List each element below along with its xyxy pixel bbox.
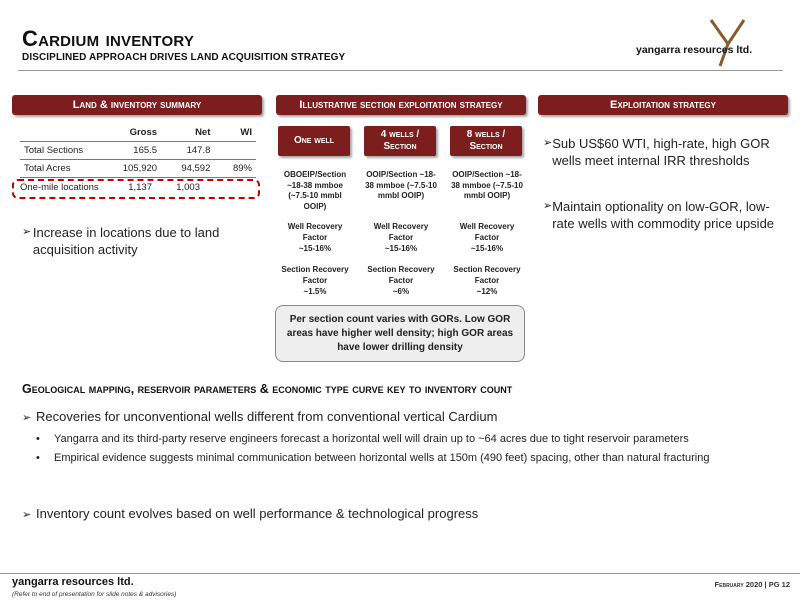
right-bullet xyxy=(543,135,788,169)
sub-bullet-text: Empirical evidence suggests minimal communication between horizontal wells at 150m (490 feet) spacing, other than natural fracturing xyxy=(54,452,710,464)
col-eight-wells-rf: ~15-16% xyxy=(470,244,504,253)
left-bullet-text: Increase in locations due to land acquisition activity xyxy=(32,225,220,257)
row-label: One-mile locations xyxy=(20,182,99,193)
table-row xyxy=(20,160,256,178)
table-row xyxy=(20,142,256,160)
gor-callout-box xyxy=(275,305,525,362)
one-mile-locations-row xyxy=(20,182,260,193)
logo-wordmark: yangarra resources ltd. xyxy=(636,44,753,56)
row-net: 94,592 xyxy=(161,160,214,178)
arrow-bullet-icon: ➢ xyxy=(543,137,553,149)
col-eight-wells-resource: OOIP/Section ~18-38 mmboe (~7.5-10 mmbl OOIP) xyxy=(451,170,523,200)
inventory-table xyxy=(20,124,260,178)
col-one-well-section-rf-label: Section Recovery Factor xyxy=(281,265,349,285)
col-one-well-rf: ~15-16% xyxy=(298,244,332,253)
company-logo xyxy=(636,18,786,68)
section-strategy-header: Illustrative section exploitation strategy xyxy=(276,95,526,115)
sub-bullet xyxy=(36,432,776,447)
col-four-wells-rf: ~15-16% xyxy=(384,244,418,253)
footer-date: February 2020 xyxy=(714,580,763,589)
col-four-wells-section-rf: ~6% xyxy=(392,287,410,296)
arrow-bullet-icon: ➢ xyxy=(22,412,32,424)
sub-bullet xyxy=(36,451,776,466)
right-bullet-text: Sub US$60 WTI, high-rate, high GOR wells meet internal IRR thresholds xyxy=(552,136,770,168)
col-one-well-resource: OBOEIP/Section ~18-38 mmboe (~7.5-10 mmbl OOIP) xyxy=(283,170,347,211)
logo-y-mark-icon xyxy=(636,18,786,68)
row-wi: 89% xyxy=(214,160,256,178)
col-four-wells-rf-label: Well Recovery Factor xyxy=(373,222,429,242)
right-bullet-text: Maintain optionality on low-GOR, low-rate wells with commodity price upside xyxy=(552,199,775,231)
row-gross: 105,920 xyxy=(98,160,161,178)
arrow-bullet-icon: ➢ xyxy=(22,509,32,521)
sub-bullet-text: Yangarra and its third-party reserve engineers forecast a horizontal well will drain up to ~64 acres due to tight reservoir parameters xyxy=(54,433,689,445)
page-title: Cardium inventory xyxy=(22,26,195,51)
row-net: 1,003 xyxy=(176,182,200,193)
col-header-gross: Gross xyxy=(98,124,161,142)
geology-heading: Geological mapping, reservoir parameters & economic type curve key to inventory count xyxy=(22,382,513,396)
col-four-wells-resource: OOIP/Section ~18-38 mmboe (~7.5-10 mmbl OOIP) xyxy=(365,170,437,200)
title-divider xyxy=(18,70,783,71)
exploitation-strategy-header: Exploitation strategy xyxy=(538,95,788,115)
col-eight-wells-section-rf: ~12% xyxy=(476,287,498,296)
right-bullet xyxy=(543,198,788,232)
col-one-well-section-rf: ~1.5% xyxy=(303,287,327,296)
footer-note: (Refer to end of presentation for slide notes & advisories) xyxy=(12,591,177,598)
bottom-bullet xyxy=(22,505,782,524)
footer-logo: yangarra resources ltd. xyxy=(12,576,134,588)
col-title-eight-wells: 8 wells / Section xyxy=(450,126,522,156)
land-inventory-header: Land & inventory summary xyxy=(12,95,262,115)
gor-callout-text: Per section count varies with GORs. Low GOR areas have higher well density; high GOR areas have lower drilling density xyxy=(286,313,514,353)
row-gross: 165.5 xyxy=(98,142,161,160)
row-gross: 1,137 xyxy=(128,182,152,193)
left-bullet xyxy=(22,224,262,258)
bottom-bullet-text: Recoveries for unconventional wells different from conventional vertical Cardium xyxy=(36,409,498,424)
row-label: Total Acres xyxy=(20,160,98,178)
col-eight-wells-section-rf-label: Section Recovery Factor xyxy=(453,265,521,285)
col-title-four-wells: 4 wells / Section xyxy=(364,126,436,156)
dot-bullet-icon: • xyxy=(36,452,40,464)
row-net: 147.8 xyxy=(161,142,214,160)
col-title-one-well: One well xyxy=(278,126,350,156)
col-header-wi: WI xyxy=(214,124,256,142)
footer-page-info xyxy=(715,580,790,589)
page-subtitle: DISCIPLINED APPROACH DRIVES LAND ACQUISITION STRATEGY xyxy=(22,52,346,63)
col-four-wells-section-rf-label: Section Recovery Factor xyxy=(367,265,435,285)
footer-separator: | xyxy=(764,580,767,589)
bottom-bullet xyxy=(22,408,782,427)
bottom-bullet-text: Inventory count evolves based on well performance & technological progress xyxy=(36,506,479,521)
dot-bullet-icon: • xyxy=(36,433,40,445)
arrow-bullet-icon: ➢ xyxy=(543,200,553,212)
col-header-net: Net xyxy=(161,124,214,142)
row-label: Total Sections xyxy=(20,142,98,160)
footer-divider xyxy=(0,573,800,574)
page-number: PG 12 xyxy=(768,580,790,589)
col-one-well-rf-label: Well Recovery Factor xyxy=(287,222,343,242)
row-wi xyxy=(214,142,256,160)
col-eight-wells-rf-label: Well Recovery Factor xyxy=(459,222,515,242)
arrow-bullet-icon: ➢ xyxy=(22,226,32,238)
